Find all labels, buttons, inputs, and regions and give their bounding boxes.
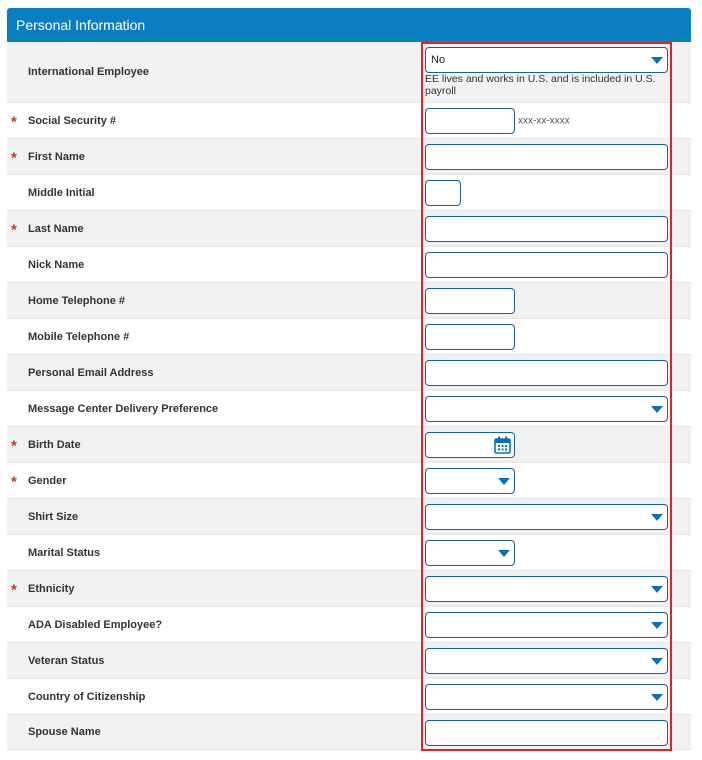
row-shirt-size	[7, 499, 691, 535]
caret-down-icon	[651, 586, 663, 593]
middle-initial-input[interactable]	[425, 180, 461, 206]
first-name-input[interactable]	[425, 144, 668, 170]
required-marker: *	[11, 437, 17, 455]
required-marker: *	[11, 221, 17, 239]
birth-date-label: Birth Date	[28, 438, 81, 451]
ada-disabled-label: ADA Disabled Employee?	[28, 618, 163, 631]
caret-down-icon	[651, 694, 663, 701]
caret-down-icon	[498, 478, 510, 485]
veteran-status-label: Veteran Status	[28, 654, 105, 667]
panel-header	[7, 8, 691, 42]
row-marital-status	[7, 535, 691, 571]
international-employee-select[interactable]	[425, 47, 668, 73]
shirt-size-select[interactable]	[425, 504, 668, 530]
marital-status-select[interactable]	[425, 540, 515, 566]
spouse-name-input[interactable]	[425, 720, 668, 746]
last-name-label: Last Name	[28, 222, 84, 235]
home-phone-input[interactable]	[425, 288, 515, 314]
row-first-name	[7, 139, 691, 175]
row-ssn	[7, 103, 691, 139]
required-marker: *	[11, 473, 17, 491]
nick-name-label: Nick Name	[28, 258, 85, 271]
required-marker: *	[11, 113, 17, 131]
row-nick-name	[7, 247, 691, 283]
spouse-name-label: Spouse Name	[28, 726, 101, 738]
row-gender	[7, 463, 691, 499]
country-citizenship-label: Country of Citizenship	[28, 690, 146, 703]
ssn-label: Social Security #	[28, 114, 117, 127]
caret-down-icon	[651, 57, 663, 64]
ada-disabled-select[interactable]	[425, 612, 668, 638]
gender-select[interactable]	[425, 468, 515, 494]
row-ada-disabled	[7, 607, 691, 643]
ssn-input[interactable]	[425, 108, 515, 134]
personal-email-input[interactable]	[425, 360, 668, 386]
caret-down-icon	[651, 622, 663, 629]
ethnicity-label: Ethnicity	[28, 582, 75, 595]
caret-down-icon	[651, 406, 663, 413]
home-phone-label: Home Telephone #	[28, 294, 125, 307]
ssn-format-hint: xxx-xx-xxxx	[518, 115, 570, 126]
row-home-phone	[7, 283, 691, 319]
international-employee-note: EE lives and works in U.S. and is included in U.S. payroll	[425, 73, 656, 97]
required-marker: *	[11, 581, 17, 599]
message-center-pref-select[interactable]	[425, 396, 668, 422]
country-citizenship-select[interactable]	[425, 684, 668, 710]
message-center-pref-label: Message Center Delivery Preference	[28, 402, 219, 415]
personal-email-label: Personal Email Address	[28, 366, 154, 379]
shirt-size-label: Shirt Size	[28, 510, 79, 523]
last-name-input[interactable]	[425, 216, 668, 242]
calendar-icon[interactable]	[494, 436, 511, 454]
ethnicity-select[interactable]	[425, 576, 668, 602]
row-ethnicity	[7, 571, 691, 607]
panel-title: Personal Information	[16, 17, 146, 33]
mobile-phone-label: Mobile Telephone #	[28, 330, 130, 343]
row-veteran-status	[7, 643, 691, 679]
row-international-employee	[7, 42, 691, 103]
row-country-citizenship	[7, 679, 691, 715]
required-marker: *	[11, 149, 17, 167]
row-personal-email	[7, 355, 691, 391]
personal-info-form	[7, 42, 691, 750]
row-middle-initial	[7, 175, 691, 211]
row-mobile-phone	[7, 319, 691, 355]
veteran-status-select[interactable]	[425, 648, 668, 674]
gender-label: Gender	[28, 474, 67, 487]
first-name-label: First Name	[28, 150, 85, 163]
row-message-center-pref	[7, 391, 691, 427]
international-employee-label: International Employee	[28, 66, 150, 78]
row-spouse-name	[7, 715, 691, 750]
marital-status-label: Marital Status	[28, 546, 101, 559]
caret-down-icon	[651, 658, 663, 665]
row-last-name	[7, 211, 691, 247]
row-birth-date	[7, 427, 691, 463]
caret-down-icon	[498, 550, 510, 557]
birth-date-input[interactable]	[425, 432, 515, 458]
middle-initial-label: Middle Initial	[28, 186, 95, 199]
international-employee-value: No	[431, 54, 446, 66]
caret-down-icon	[651, 514, 663, 521]
nick-name-input[interactable]	[425, 252, 668, 278]
mobile-phone-input[interactable]	[425, 324, 515, 350]
